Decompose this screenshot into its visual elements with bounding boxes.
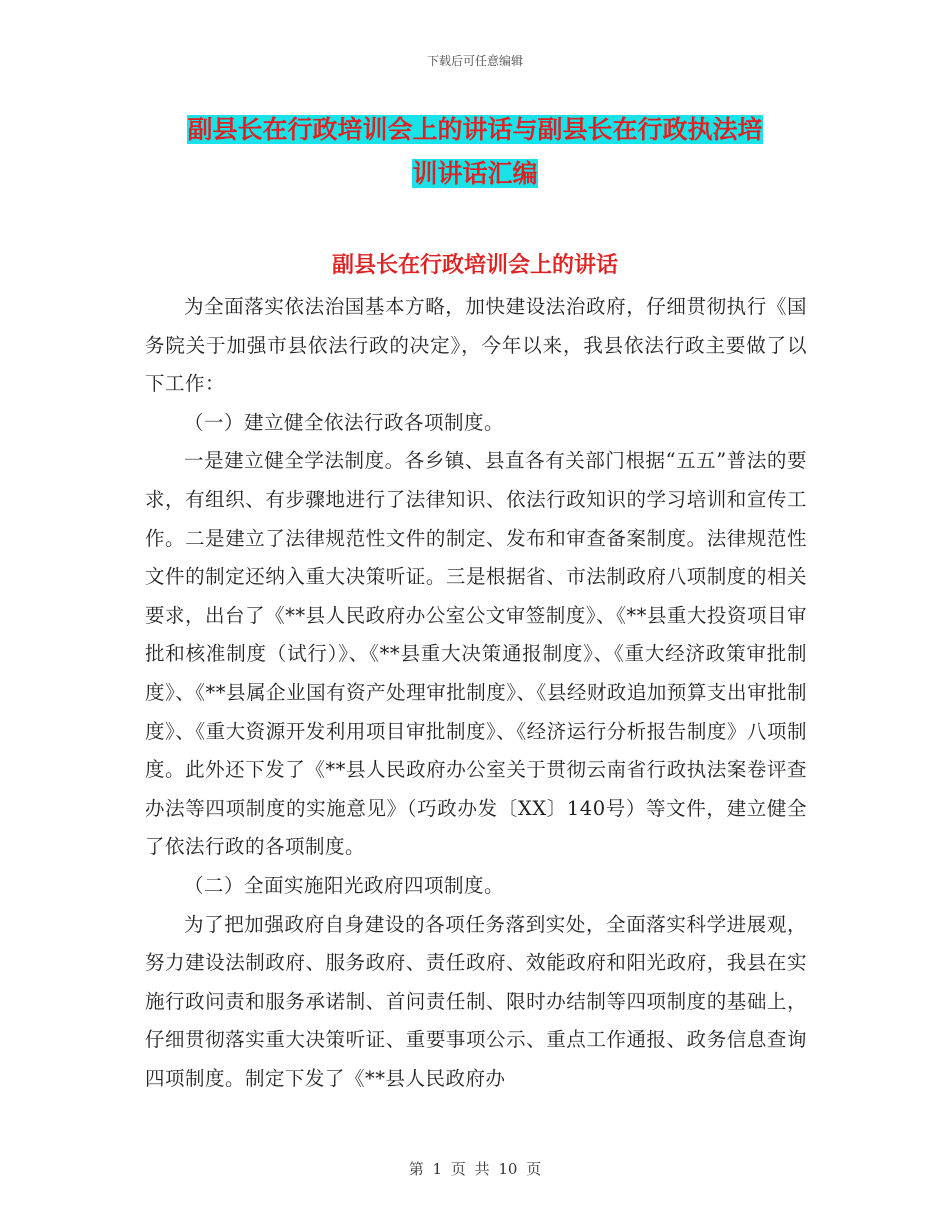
- page-footer: 第 1 页 共 10 页: [408, 1160, 542, 1178]
- page-header-note: 下载后可任意编辑: [426, 54, 523, 68]
- paragraph-heading-1: （一）建立健全依法行政各项制度。: [184, 410, 505, 434]
- document-title: [150, 108, 800, 196]
- document-title-line-2: 训讲话汇编: [412, 159, 538, 188]
- document-body: [145, 288, 807, 1098]
- paragraph-heading-2: （二）全面实施阳光政府四项制度。: [184, 873, 505, 897]
- section-title: 副县长在行政培训会上的讲话: [331, 252, 618, 278]
- paragraph-body-1: 一是建立健全学法制度。各乡镇、县直各有关部门根据“五五”普法的要求，有组织、有步骤地进行了法律知识、依法行政知识的学习培训和宣传工作。二是建立了法律规范性文件的制定、发布和审查备案制度。法律规范性文件的制定还纳入重大决策听证。三是根据省、市法制政府八项制度的相关要求，出台了《**县人民政府办公室公文审签制度》、《**县重大投资项目审批和核准制度（试行）》、《**县重大决策通报制度》、《重大经济政策审批制度》、《**县属企业国有资产处理审批制度》、《县经财政追加预算支出审批制度》、《重大资源开发利用项目审批制度》、《经济运行分析报告制度》八项制度。此外还下发了《**县人民政府办公室关于贯彻云南省行政执法案卷评查办法等四项制度的实施意见》（巧政办发〔XX〕140号）等文件，建立健全了依法行政的各项制度。: [145, 449, 807, 859]
- paragraph-body-2: 为了把加强政府自身建设的各项任务落到实处，全面落实科学进展观，努力建设法制政府、服务政府、责任政府、效能政府和阳光政府，我县在实施行政问责和服务承诺制、首问责任制、限时办结制等四项制度的基础上，仔细贯彻落实重大决策听证、重要事项公示、重点工作通报、政务信息查询四项制度。制定下发了《**县人民政府办: [145, 912, 807, 1090]
- document-title-line-1: 副县长在行政培训会上的讲话与副县长在行政执法培: [187, 115, 763, 144]
- paragraph-intro: 为全面落实依法治国基本方略，加快建设法治政府，仔细贯彻执行《国务院关于加强市县依法行政的决定》，今年以来，我县依法行政主要做了以下工作：: [145, 295, 807, 396]
